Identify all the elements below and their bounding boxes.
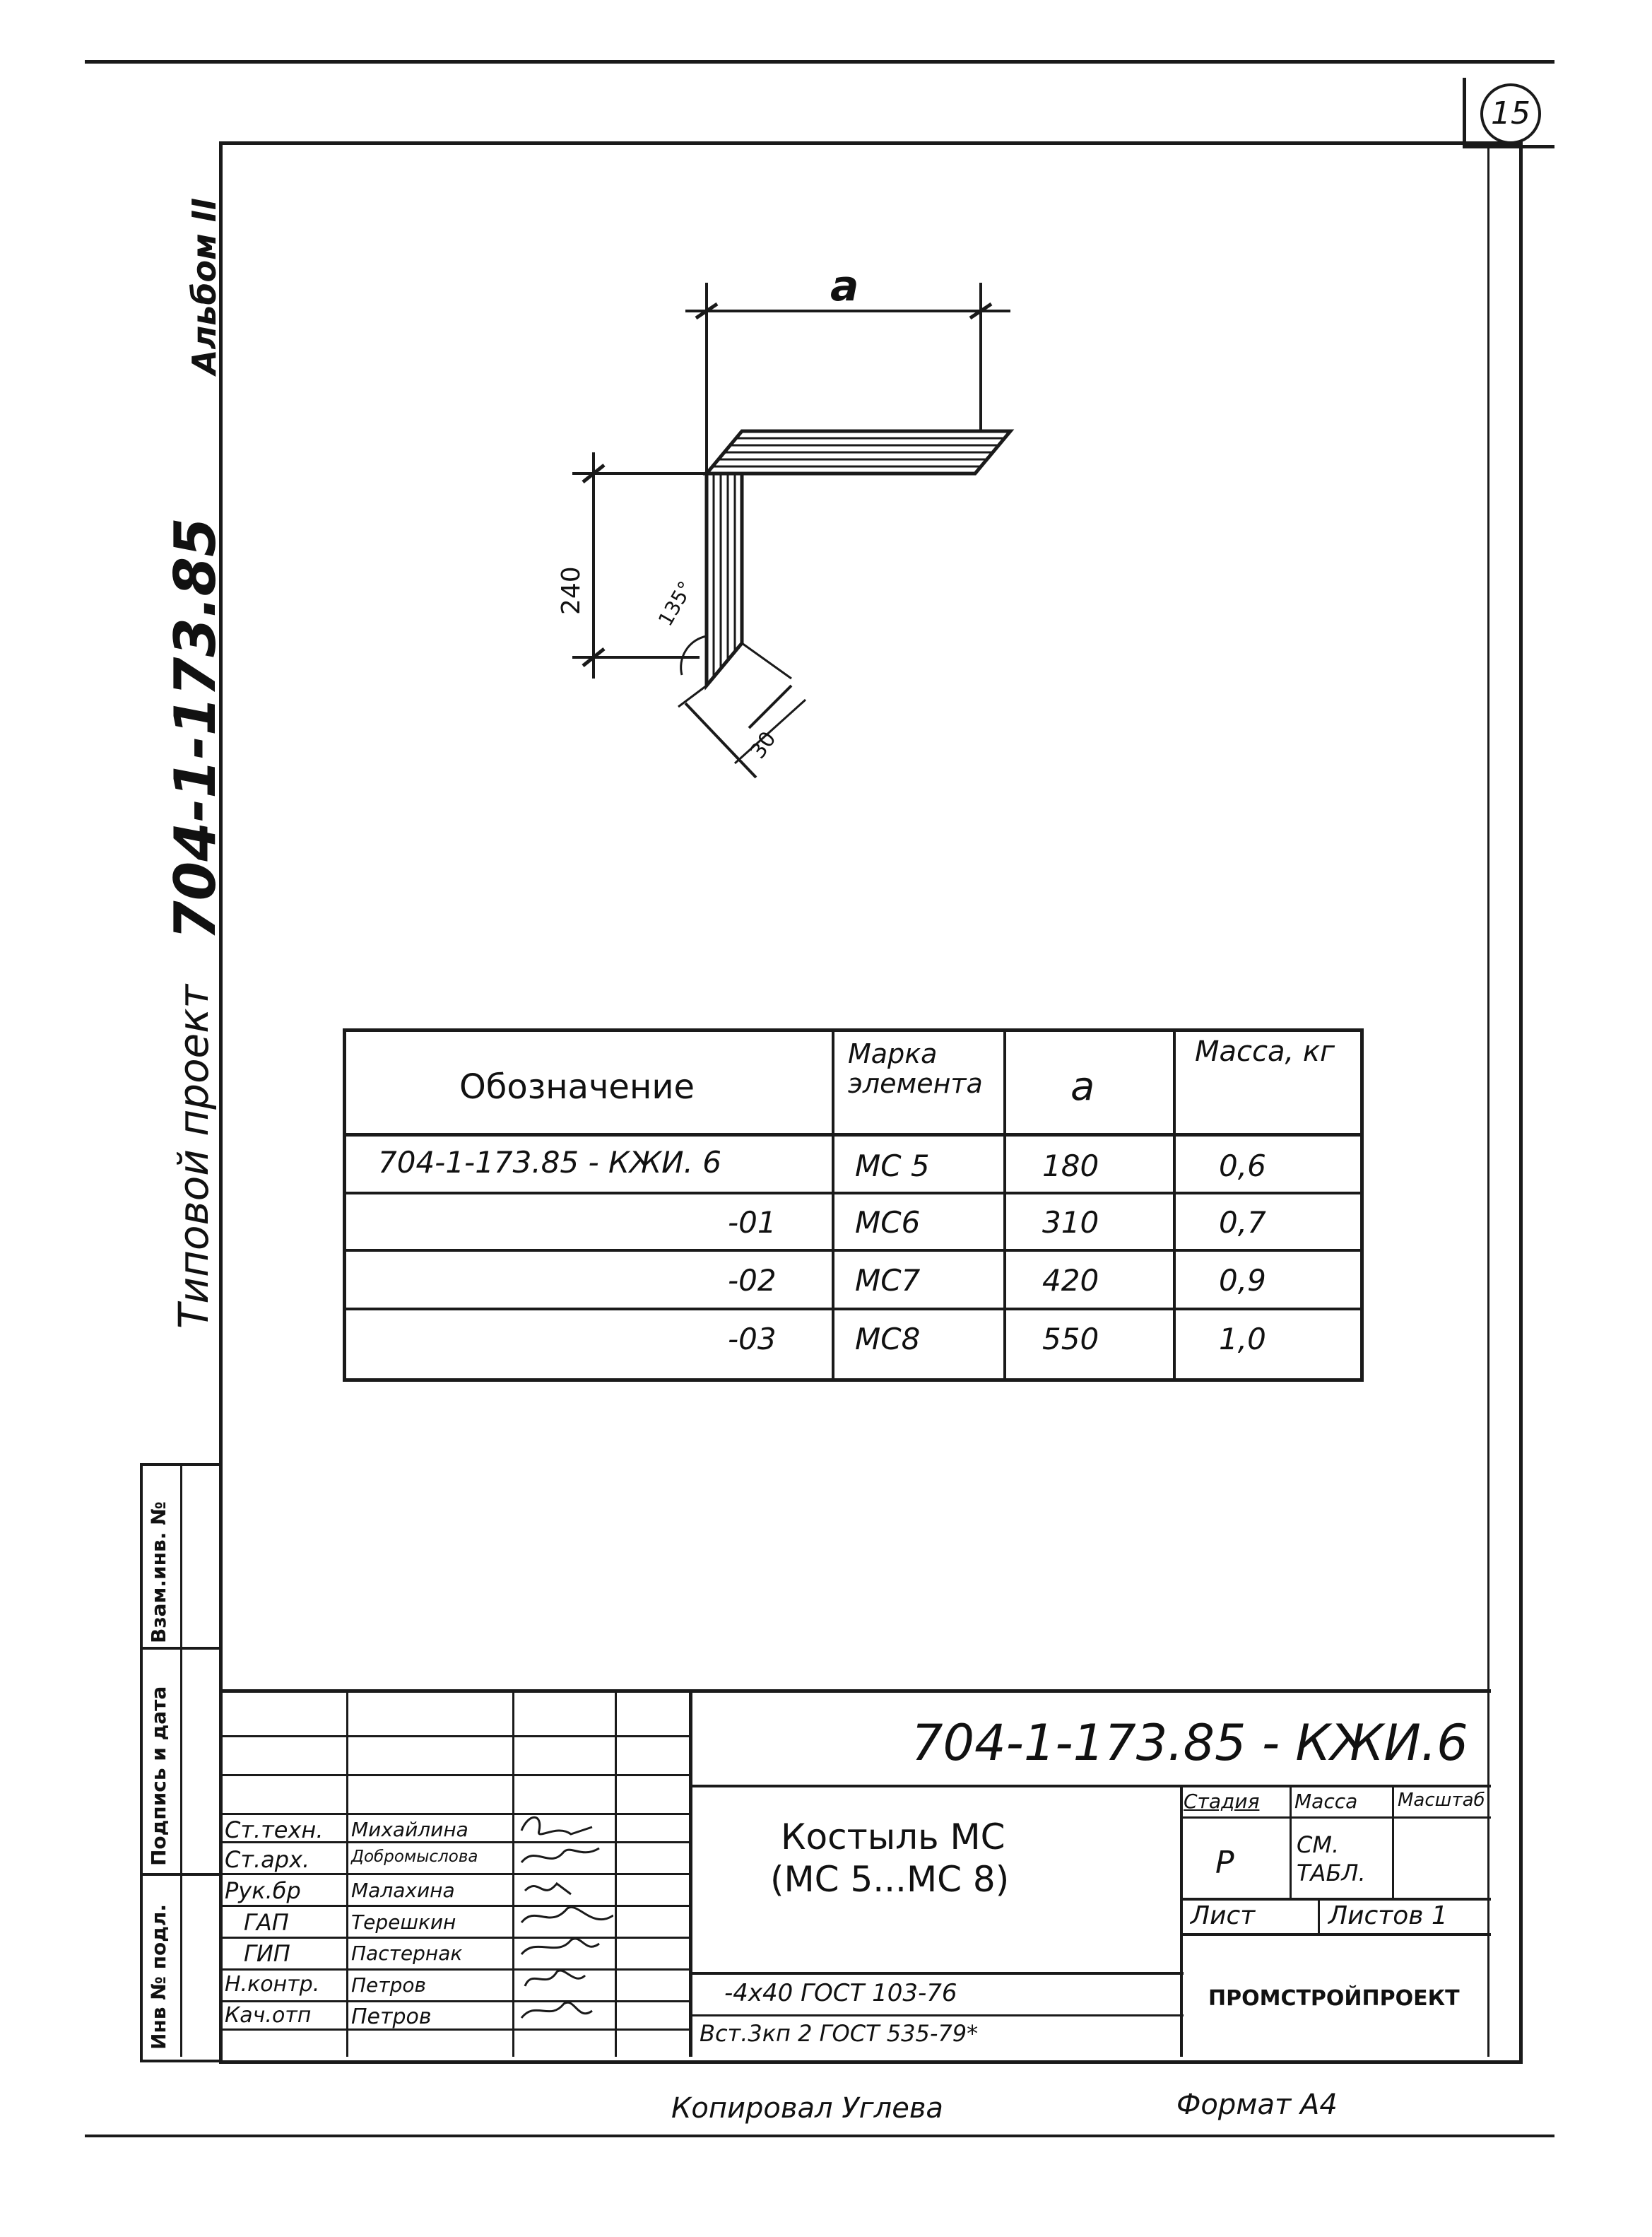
tb-h5: [219, 1873, 692, 1875]
row1-mark: МС 5: [855, 1149, 930, 1183]
list-label: Лист: [1191, 1901, 1256, 1930]
tb-h10: [219, 2028, 692, 2031]
header-oboznachenie: Обозначение: [459, 1067, 695, 1107]
album-label: Альбом II: [185, 198, 223, 375]
tb-h2: [219, 1774, 692, 1776]
tb-r-h3: [689, 2014, 1184, 2016]
title-line2: (МС 5...МС 8): [770, 1859, 1010, 1900]
material-1: -4x40 ГОСТ 103-76: [724, 1979, 957, 2007]
sheet-number: 15: [1491, 95, 1530, 131]
dim-30-label: 30: [745, 727, 781, 764]
tb-r-v1: [1180, 1785, 1183, 2057]
dim-a-label: a: [830, 262, 859, 311]
vzam-inv-label: Взам.инв. №: [147, 1501, 170, 1643]
tb-r-h6: [1180, 1933, 1491, 1936]
project-type-label: Типовой проект: [170, 984, 218, 1329]
staff-name-6: Петров: [351, 1973, 426, 1997]
row1-designation: 704-1-173.85 - КЖИ. 6: [378, 1145, 721, 1180]
staff-role-3: Рук.бр: [225, 1877, 301, 1904]
signatures: [514, 1809, 613, 2036]
copied-by: Копировал Углева: [671, 2092, 943, 2125]
tb-r-h4: [1180, 1816, 1491, 1819]
staff-name-1: Михайлина: [351, 1818, 468, 1841]
tb-h9: [219, 2000, 692, 2002]
bottom-rule: [85, 2135, 1554, 2137]
podpis-data-label: Подпись и дата: [147, 1686, 170, 1866]
stadiya-value: Р: [1215, 1845, 1234, 1881]
staff-name-2: Добромыслова: [351, 1848, 478, 1866]
row1-mass: 0,6: [1219, 1149, 1266, 1183]
staff-role-2: Ст.арх.: [225, 1846, 310, 1873]
format-label: Формат А4: [1176, 2089, 1338, 2121]
row3-mark: МС7: [855, 1263, 921, 1298]
spec-col-div1: [832, 1028, 834, 1378]
massa-label: Масса: [1294, 1790, 1358, 1813]
staff-role-1: Ст.техн.: [225, 1816, 324, 1843]
organization: ПРОМСТРОЙПРОЕКТ: [1208, 1986, 1460, 2011]
margin-stamp-hline2: [140, 1873, 219, 1876]
row4-designation: -03: [728, 1322, 777, 1356]
spec-row-div3: [343, 1249, 1360, 1252]
staff-name-4: Терешкин: [351, 1910, 456, 1934]
row2-designation: -01: [728, 1205, 777, 1240]
row4-mass: 1,0: [1219, 1322, 1266, 1356]
tb-h6: [219, 1905, 692, 1907]
angle-label: 135°: [654, 577, 698, 630]
margin-stamp-divider: [180, 1463, 182, 2057]
doc-code: 704-1-173.85 - КЖИ.6: [911, 1714, 1468, 1772]
sheet-number-circle: [1480, 83, 1541, 144]
header-marka: Марка элемента: [848, 1038, 983, 1099]
row4-mark: МС8: [855, 1322, 921, 1356]
margin-stamp-hline1: [140, 1647, 219, 1650]
header-massa: Масса, кг: [1194, 1035, 1335, 1068]
project-code-side: 704-1-173.85: [163, 517, 228, 940]
row3-a: 420: [1042, 1263, 1099, 1298]
bracket-drawing: [537, 269, 1046, 806]
spec-row-div4: [343, 1308, 1360, 1310]
staff-role-7: Кач.отп: [225, 2003, 312, 2028]
spec-col-div3: [1173, 1028, 1176, 1378]
spec-row-div2: [343, 1192, 1360, 1194]
tb-r-v4: [1318, 1898, 1320, 1933]
tb-r-h2: [689, 1972, 1184, 1975]
row2-mark: МС6: [855, 1205, 921, 1240]
row1-a: 180: [1042, 1149, 1099, 1183]
spec-row-div1: [343, 1133, 1360, 1137]
spec-col-div2: [1003, 1028, 1006, 1378]
tb-r-v2: [1290, 1785, 1292, 1898]
row2-mass: 0,7: [1219, 1205, 1266, 1240]
row3-mass: 0,9: [1219, 1263, 1266, 1298]
tb-r-v3: [1392, 1785, 1394, 1898]
inv-podl-label: Инв № подл.: [147, 1903, 170, 2050]
masshtab-label: Масштаб: [1398, 1790, 1485, 1811]
staff-role-6: Н.контр.: [225, 1972, 320, 1997]
stadiya-label: Стадия: [1184, 1790, 1260, 1813]
row4-a: 550: [1042, 1322, 1099, 1356]
massa-value: СМ. ТАБЛ.: [1297, 1831, 1366, 1886]
row3-designation: -02: [728, 1263, 777, 1298]
row2-a: 310: [1042, 1205, 1099, 1240]
tb-r-h5: [1180, 1898, 1491, 1901]
staff-role-5: ГИП: [244, 1940, 290, 1967]
tb-h1: [219, 1735, 692, 1737]
tb-h7: [219, 1937, 692, 1939]
tb-r-h1: [689, 1785, 1491, 1787]
material-2: Вст.3кп 2 ГОСТ 535-79*: [700, 2020, 979, 2047]
staff-name-7: Петров: [351, 2004, 432, 2029]
tb-h3: [219, 1813, 692, 1815]
title-line1: Костыль МС: [781, 1816, 1005, 1857]
staff-role-4: ГАП: [244, 1909, 289, 1936]
staff-name-5: Пастернак: [351, 1942, 463, 1965]
tb-h8: [219, 1968, 692, 1971]
staff-name-3: Малахина: [351, 1879, 455, 1902]
dim-240-label: 240: [557, 566, 586, 615]
top-rule: [85, 60, 1554, 64]
header-a: a: [1070, 1064, 1095, 1110]
listov-label: Листов 1: [1328, 1901, 1448, 1930]
